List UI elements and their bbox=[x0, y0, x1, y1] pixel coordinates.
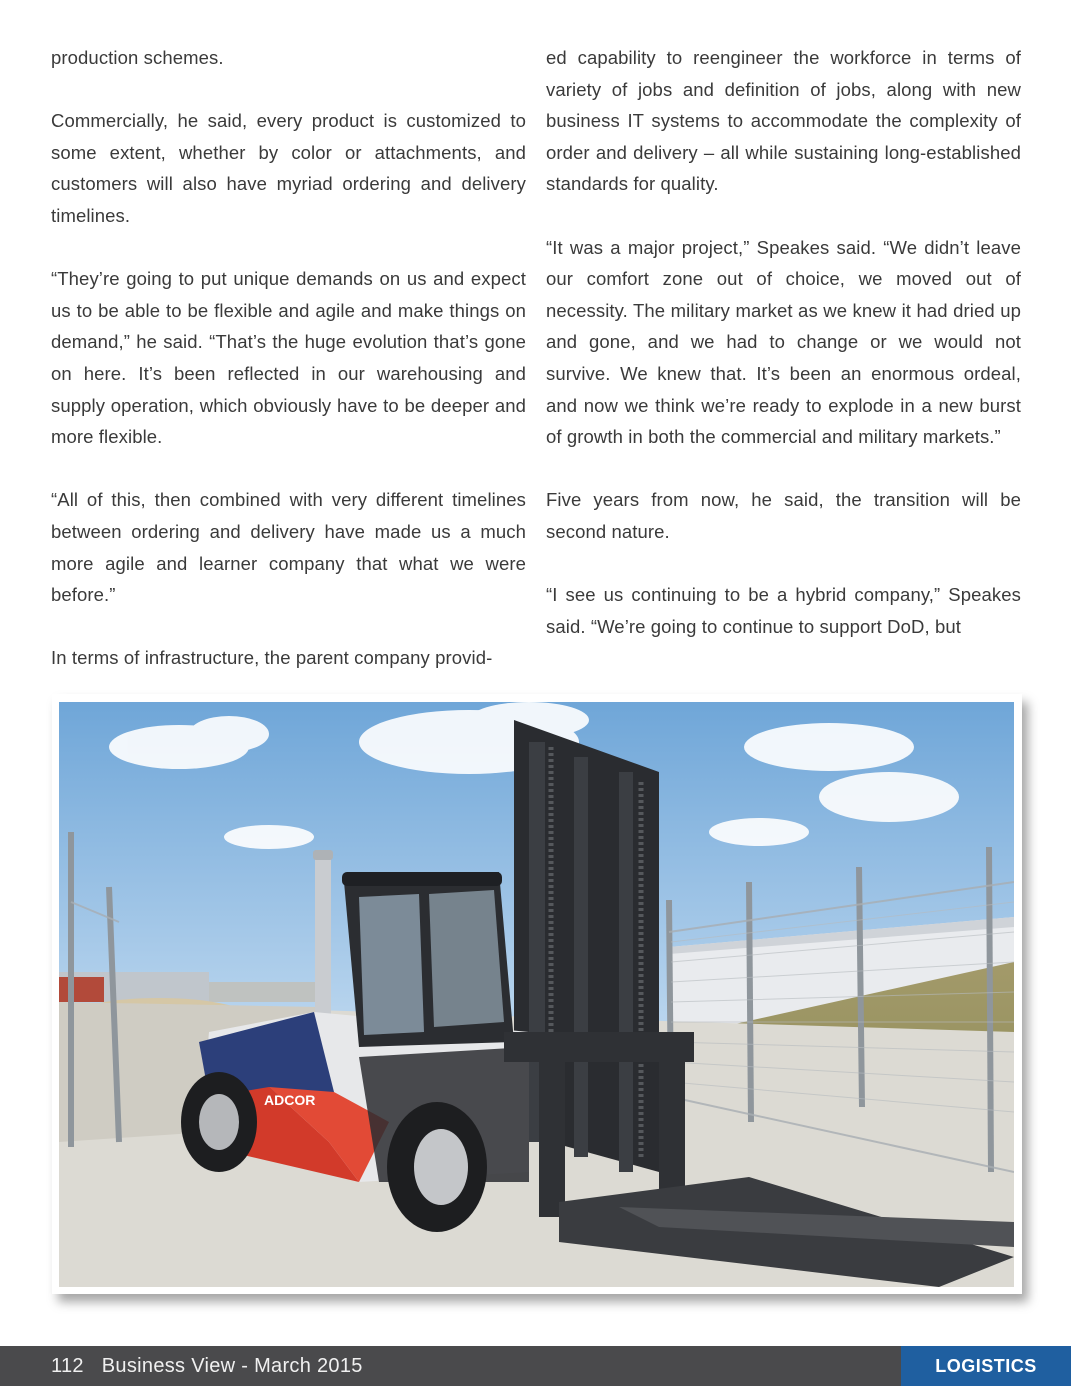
paragraph: Five years from now, he said, the transition will be second nature. bbox=[546, 489, 1021, 542]
paragraph: “All of this, then combined with very different timelines between ordering and delivery have made us a much more agile and learner company that what we were before.” bbox=[51, 489, 526, 606]
footer-publication-info bbox=[51, 1346, 363, 1386]
paragraph: “I see us continuing to be a hybrid company,” Speakes said. “We’re going to continue to support DoD, but bbox=[546, 584, 1021, 637]
section-badge: LOGISTICS bbox=[901, 1346, 1071, 1386]
paragraph: “It was a major project,” Speakes said. “We didn’t leave our comfort zone out of choice, we moved out of necessity. The military market as we knew it had dried up and gone, and we had to change or we would not survive. We knew that. It’s been an enormous ordeal, and now we think we’re ready to explode in a new burst of growth in both the commercial and military markets.” bbox=[546, 236, 1021, 448]
forklift-photo bbox=[52, 694, 1022, 1294]
paragraph: In terms of infrastructure, the parent company provid- bbox=[51, 647, 493, 669]
paragraph: ed capability to reengineer the workforce in terms of variety of jobs and definition of jobs, along with new business IT systems to accommodate the complexity of order and delivery – all while sustaining long-established standards for quality. bbox=[546, 47, 1021, 195]
page-footer bbox=[0, 1346, 1071, 1386]
right-text-column bbox=[546, 42, 1021, 642]
forklift-logo: ADCOR bbox=[264, 1092, 316, 1108]
left-text-column bbox=[51, 42, 526, 674]
paragraph: production schemes. bbox=[51, 47, 224, 68]
page-number: 112 bbox=[51, 1355, 84, 1377]
paragraph: Commercially, he said, every product is customized to some extent, whether by color or attachments, and customers will also have myriad ordering and delivery timelines. bbox=[51, 110, 526, 226]
forklift-illustration bbox=[59, 702, 1014, 1287]
paragraph: “They’re going to put unique demands on us and expect us to be able to be flexible and agile and make things on demand,” he said. “That’s the huge evolution that’s gone on here. It’s been reflected in our warehousing and supply operation, which obviously have to be deeper and more flexible. bbox=[51, 268, 526, 448]
publication-title: Business View - March 2015 bbox=[101, 1355, 363, 1377]
